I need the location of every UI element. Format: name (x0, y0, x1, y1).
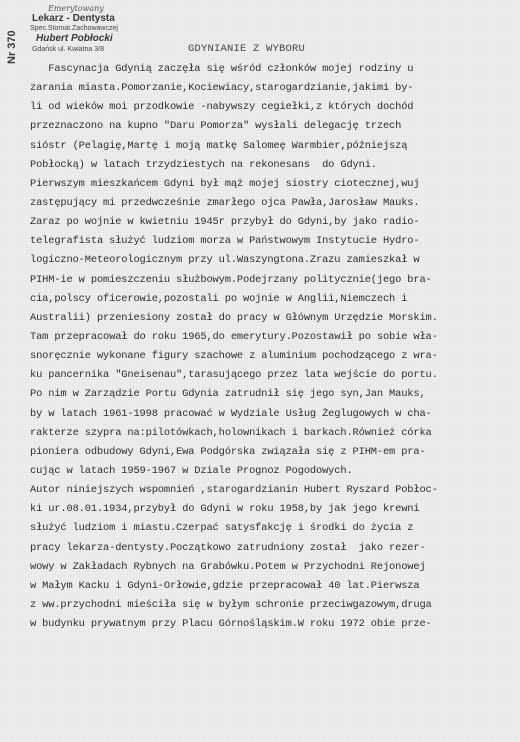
text-line: służyć ludziom i miastu.Czerpać satysfakcję i środki do życia z (30, 522, 414, 535)
text-line: pioniera odbudowy Gdyni,Ewa Podgórska związała się z PIHM-em pra- (30, 445, 426, 458)
text-line: logiczno-Meteorologicznym przy ul.Waszyngtona.Zrazu zamieszkał w (30, 254, 420, 267)
stamp-profession: Lekarz - Dentysta (32, 13, 115, 24)
text-line: zarania miasta.Pomorzanie,Kociewiacy,starogardzianie,jakimi by- (30, 82, 414, 95)
text-line: Tam przepracował do roku 1965,do emerytury.Pozostawił po sobie wła- (30, 330, 438, 343)
text-line: cując w latach 1959-1967 w Dziale Prognoz Pogodowych. (30, 464, 353, 477)
text-line: snoręcznie wykonane figury szachowe z aluminium pochodzącego z wra- (30, 350, 438, 363)
stamp-specialization: Spec.Stomat.Zachowawczej (30, 25, 118, 32)
text-line: Po nim w Zarządzie Portu Gdynia zatrudnił się jego syn,Jan Mauks, (30, 388, 426, 401)
text-line: rakterze szypra na:pilotówkach,holownikach i barkach.Również córka (30, 426, 432, 439)
stamp-text (30, 4, 118, 54)
text-line: pracy lekarza-dentysty.Początkowo zatrudniony został jako rezer- (30, 541, 426, 554)
text-line: Zaraz po wojnie w kwietniu 1945r przybył do Gdyni,by jako radio- (30, 216, 420, 229)
text-line: Fascynacja Gdynią zaczęła się wśród członków mojej rodziny u (30, 63, 414, 75)
text-line: sióstr (Pelagię,Martę i moją matkę Salomeę Warmbier,późniejszą (30, 139, 408, 152)
document-number: Nr 370 (6, 30, 18, 64)
stamp-address: Gdańsk ul. Kwiatna 3/8 (32, 46, 104, 53)
document-title: GDYNIANIE Z WYBORU (188, 43, 306, 55)
document-body (30, 60, 518, 634)
text-line: telegrafista służyć ludziom morza w Państwowym Instytucie Hydro- (30, 235, 420, 248)
text-line: zastępujący mi przedwcześnie zmarłego ojca Pawła,Jarosław Mauks. (30, 196, 420, 209)
text-line: cia,polscy oficerowie,pozostali po wojnie w Anglii,Niemczech i (30, 292, 408, 305)
text-line: by w latach 1961-1998 pracować w Wydziale Usług Żeglugowych w cha- (30, 407, 432, 420)
text-line: z ww.przychodni mieściła się w byłym schronie przeciwgazowym,druga (30, 598, 432, 611)
stamp-handwritten-note: Emerytowany (48, 4, 104, 13)
text-line: przeznaczono na kupno "Daru Pomorza" wysłali delegację trzech (30, 120, 402, 133)
text-line: w budynku prywatnym przy Placu Górnośląskim.W roku 1972 obie prze- (30, 618, 432, 631)
text-line: li od wieków moi przodkowie -nabywszy cegiełki,z których dochód (30, 101, 414, 114)
text-line: PIHM-ie w pomieszczeniu służbowym.Podejrzany politycznie(jego bra- (30, 273, 432, 286)
text-line: Pierwszym mieszkańcem Gdyni był mąż mojej siostry ciotecznej,wuj (30, 177, 420, 190)
doctor-stamp (4, 4, 174, 66)
text-line: wowy w Zakładach Rybnych na Grabówku.Potem w Przychodni Rejonowej (30, 560, 426, 573)
stamp-name: Hubert Pobłocki (36, 33, 113, 44)
text-line: ki ur.08.01.1934,przybył do Gdyni w roku 1958,by jak jego krewni (30, 503, 420, 516)
text-line: w Małym Kacku i Gdyni-Orłowie,gdzie przepracował 40 lat.Pierwsza (30, 579, 420, 592)
text-line: ku pancernika "Gneisenau",tarasującego przez lata wejście do portu. (30, 369, 438, 382)
text-line: Autor niniejszych wspomnień ,starogardzianin Hubert Ryszard Pobłoc- (30, 484, 438, 497)
text-line: Pobłocką) w latach trzydziestych na rekonesans do Gdyni. (30, 158, 377, 171)
text-line: Australii) przeniesiony został do pracy w Głównym Urzędzie Morskim. (30, 311, 438, 324)
